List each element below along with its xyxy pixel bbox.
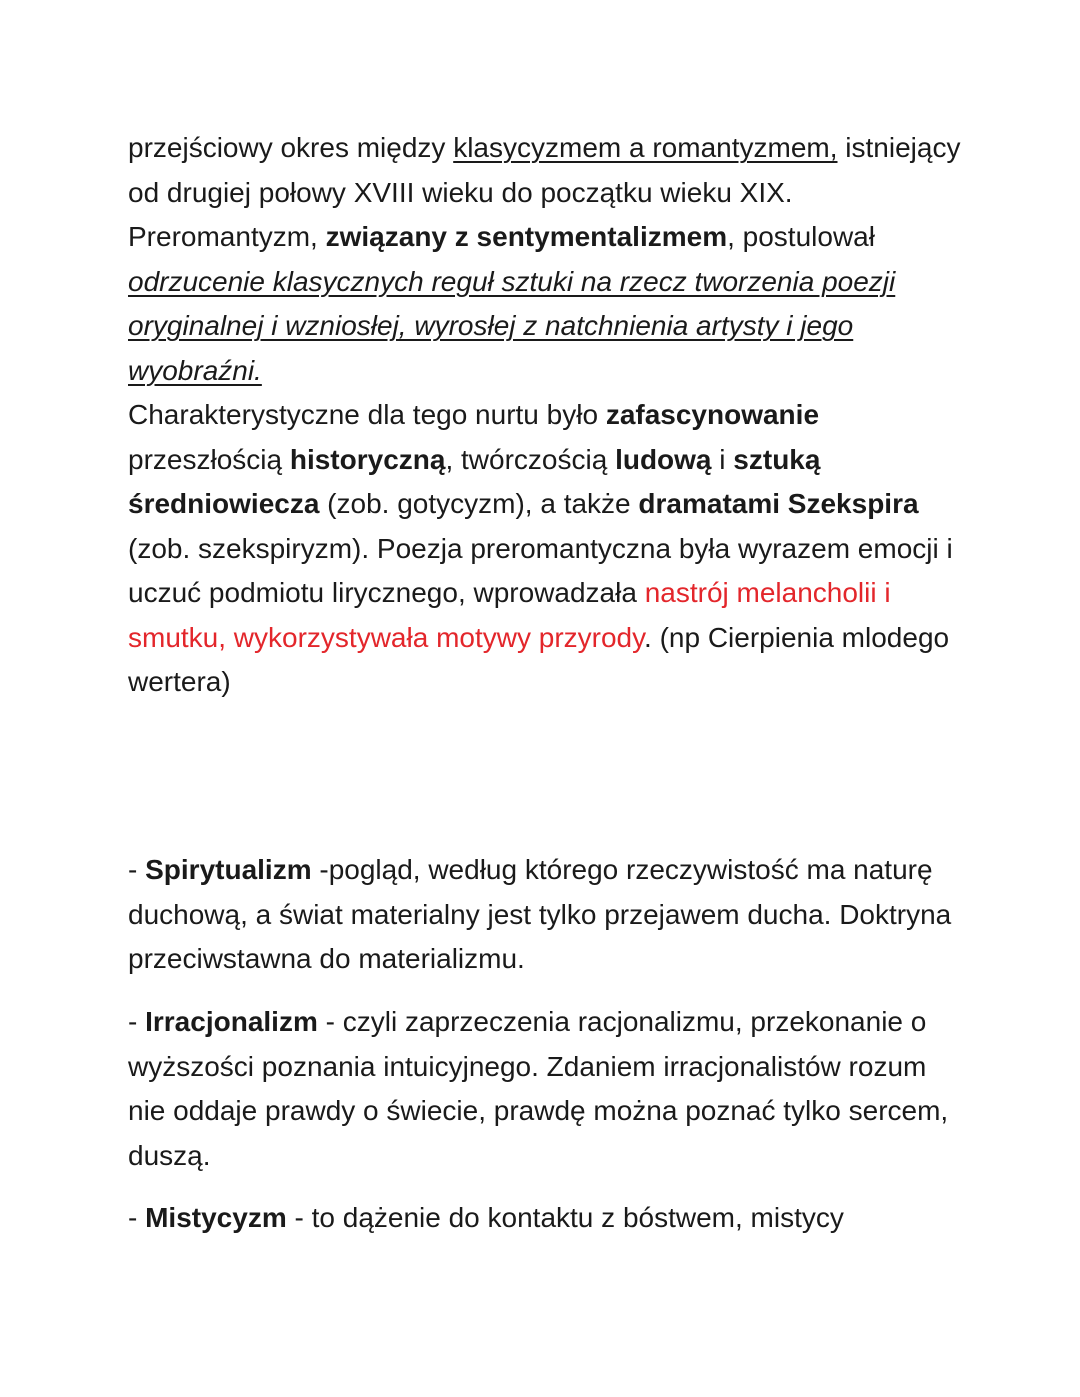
- underlined-italic-phrase: odrzucenie klasycznych reguł sztuki na rzecz tworzenia poezji oryginalnej i wzniosłej, wyrosłej z natchnienia artysty i jego wyobraźni.: [128, 265, 896, 386]
- list-dash: -: [128, 1202, 146, 1233]
- text-run: (zob. szekspiryzm). Poezja preromantyczna była wyrazem emocji i uczuć podmiotu lirycznego, wprowadzała: [128, 532, 953, 608]
- bold-term: Irracjonalizm: [145, 1006, 318, 1037]
- bold-term: związany z sentymentalizmem: [325, 221, 728, 252]
- paragraph-characteristics: [128, 393, 968, 705]
- paragraph-spirytualizm: [128, 848, 968, 982]
- paragraph-preromantyzm-definition: [128, 126, 968, 393]
- red-highlight-phrase: nastrój melancholii i smutku, wykorzystywała motywy przyrody: [128, 577, 891, 653]
- paragraph-mistycyzm: [128, 1196, 968, 1241]
- underlined-term: klasycyzmem a romantyzmem,: [453, 132, 838, 163]
- bold-term: Spirytualizm: [145, 854, 312, 885]
- text-run: -pogląd, według którego rzeczywistość ma naturę duchową, a świat materialny jest tylko przejawem ducha. Doktryna przeciwstawna do materializmu.: [128, 854, 952, 974]
- text-run: przeszłością: [128, 443, 290, 475]
- bold-term: historyczną: [289, 443, 446, 475]
- bold-term: dramatami Szekspira: [638, 488, 919, 519]
- text-run: i: [711, 443, 734, 475]
- text-run: . (np Cierpienia mlodego wertera): [128, 621, 950, 697]
- text-run: - czyli zaprzeczenia racjonalizmu, przekonanie o wyższości poznania intuicyjnego. Zdaniem irracjonalistów rozum nie oddaje prawdy o świecie, prawdę można poznać tylko sercem, duszą.: [128, 1006, 949, 1171]
- text-run: , twórczością: [445, 443, 616, 475]
- paragraph-irracjonalizm: [128, 1000, 968, 1178]
- bold-term: Mistycyzm: [145, 1202, 287, 1233]
- text-run: (zob. gotycyzm), a także: [319, 488, 639, 519]
- text-run: przejściowy okres między: [128, 132, 454, 163]
- bold-term: sztuką średniowiecza: [128, 443, 821, 519]
- text-run: istniejący od drugiej połowy XVIII wieku do początku wieku XIX. Preromantyzm,: [128, 132, 961, 252]
- text-run: Charakterystyczne dla tego nurtu było: [128, 399, 606, 430]
- list-dash: -: [128, 1006, 146, 1037]
- bold-term: ludową: [615, 443, 712, 475]
- list-dash: -: [128, 854, 146, 885]
- text-run: , postulował: [727, 221, 875, 252]
- text-run: - to dążenie do kontaktu z bóstwem, mistycy: [286, 1202, 844, 1233]
- bold-term: zafascynowanie: [605, 399, 820, 430]
